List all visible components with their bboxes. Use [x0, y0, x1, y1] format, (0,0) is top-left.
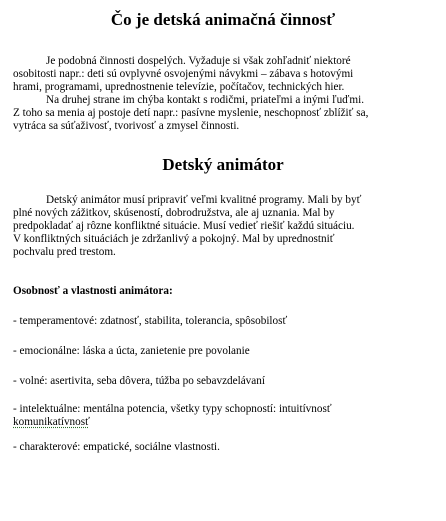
paragraph-line: Je podobná činnosti dospelých. Vyžaduje si však zohľadniť niektoré	[46, 55, 351, 67]
paragraph-line: vytráca sa súťaživosť, tvorivosť a zmysel činnosti.	[13, 120, 240, 132]
paragraph-line: predpokladať aj rôzne konfliktné situácie. Musí vedieť riešiť každú situáciu.	[13, 220, 355, 232]
list-item: - temperamentové: zdatnosť, stabilita, tolerancia, spôsobilosť	[13, 315, 288, 327]
paragraph-line: hrami, programami, uprednostnenie televízie, počítačov, technických hier.	[13, 81, 345, 93]
paragraph-line: osobitosti napr.: deti sú ovplyvné osvojenými návykmi – zábava s hotovými	[13, 68, 354, 80]
paragraph-line: V konfliktných situáciách je zdržanlivý a pokojný. Mal by uprednostniť	[13, 233, 335, 245]
paragraph-line: pochvalu pred trestom.	[13, 246, 116, 258]
list-item: - volné: asertivita, seba dôvera, túžba po sebavzdelávaní	[13, 375, 265, 387]
paragraph-line: Na druhej strane im chýba kontakt s rodičmi, priateľmi a inými ľuďmi.	[46, 94, 365, 106]
list-item: - emocionálne: láska a úcta, zanietenie pre povolanie	[13, 345, 250, 357]
paragraph-line: Detský animátor musí pripraviť veľmi kvalitné programy. Mali by byť	[46, 194, 362, 206]
subheading-personality: Osobnosť a vlastnosti animátora:	[13, 285, 173, 297]
heading-animation-activity: Čo je detská animačná činnosť	[110, 10, 336, 29]
paragraph-line: Z toho sa menia aj postoje detí napr.: pasívne myslenie, neschopnosť zblížiť sa,	[13, 107, 369, 119]
heading-child-animator: Detský animátor	[162, 155, 284, 174]
list-item: - intelektuálne: mentálna potencia, všetky typy schopností: intuitívnosť	[13, 403, 332, 415]
list-item-continuation	[13, 416, 438, 429]
paragraph-line: plné nových zážitkov, skúseností, dobrodružstva, ale aj uznania. Mal by	[13, 207, 335, 219]
list-item: - charakterové: empatické, sociálne vlastnosti.	[13, 441, 220, 453]
spellcheck-flagged-word: komunikatívnosť	[13, 416, 90, 428]
